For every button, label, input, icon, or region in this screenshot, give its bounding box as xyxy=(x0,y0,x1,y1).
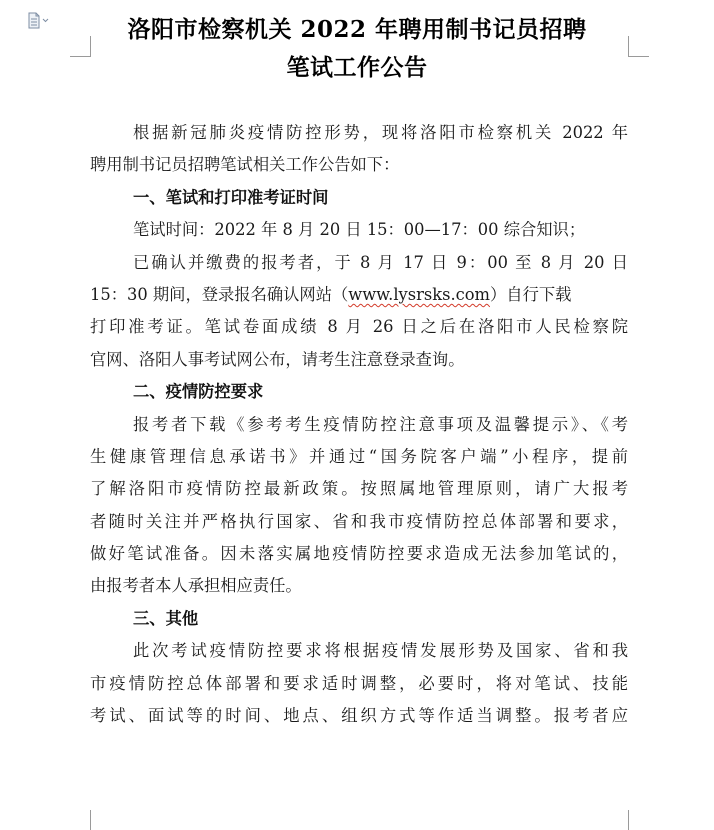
admission-ticket-line-1: 已确认并缴费的报考者，于 8 月 17 日 9：00 至 8 月 20 日 xyxy=(133,252,628,272)
epidemic-control-line-3: 了解洛阳市疫情防控最新政策。按照属地管理原则，请广大报考 xyxy=(90,479,628,499)
other-line-3: 考试、面试等的时间、地点、组织方式等作适当调整。报考者应 xyxy=(90,706,628,726)
section-heading-3: 三、其他 xyxy=(133,608,199,628)
document-title-line-2: 笔试工作公告 xyxy=(286,54,428,81)
admission-ticket-line-2-prefix: 15：30 期间，登录报名确认网站（ xyxy=(90,284,349,304)
section-heading-1: 一、笔试和打印准考证时间 xyxy=(133,187,329,207)
admission-ticket-line-2-suffix: ）自行下载 xyxy=(490,284,572,304)
page-corner-mark-bottom-right xyxy=(628,810,649,830)
intro-line-1: 根据新冠肺炎疫情防控形势，现将洛阳市检察机关 2022 年 xyxy=(133,123,628,142)
epidemic-control-line-2: 生健康管理信息承诺书》并通过“国务院客户端”小程序，提前 xyxy=(90,446,628,466)
document-title-line-1: 洛阳市检察机关 2022 年聘用制书记员招聘 xyxy=(127,16,587,43)
page-corner-mark-bottom-left xyxy=(70,810,91,830)
admission-ticket-line-4: 官网、洛阳人事考试网公布，请考生注意登录查询。 xyxy=(90,349,465,369)
registration-website-link[interactable]: www.lysrsks.com xyxy=(348,284,490,304)
other-line-2: 市疫情防控总体部署和要求适时调整，必要时，将对笔试、技能 xyxy=(90,673,628,693)
section-heading-2: 二、疫情防控要求 xyxy=(133,382,264,402)
other-line-1: 此次考试疫情防控要求将根据疫情发展形势及国家、省和我 xyxy=(133,641,628,661)
epidemic-control-line-1: 报考者下载《参考考生疫情防控注意事项及温馨提示》、《考 xyxy=(133,414,628,434)
epidemic-control-line-5: 做好笔试准备。因未落实属地疫情防控要求造成无法参加笔试的， xyxy=(90,544,628,564)
document-body xyxy=(90,117,628,732)
exam-time-line: 笔试时间：2022 年 8 月 20 日 15：00—17：00 综合知识； xyxy=(133,220,586,240)
admission-ticket-line-2 xyxy=(90,279,628,311)
epidemic-control-line-4: 者随时关注并严格执行国家、省和我市疫情防控总体部署和要求， xyxy=(90,511,628,531)
intro-line-2: 聘用制书记员招聘笔试相关工作公告如下： xyxy=(90,155,400,175)
epidemic-control-line-6: 由报考者本人承担相应责任。 xyxy=(90,576,302,596)
admission-ticket-line-3: 打印准考证。笔试卷面成绩 8 月 26 日之后在洛阳市人民检察院 xyxy=(90,317,628,337)
